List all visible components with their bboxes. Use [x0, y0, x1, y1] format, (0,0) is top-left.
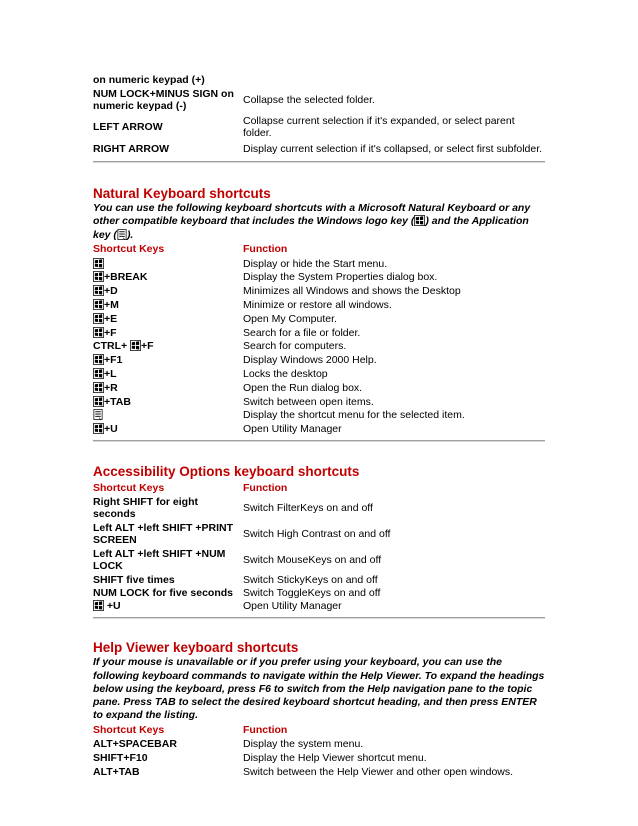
windows-logo-icon [93, 382, 104, 393]
windows-logo-icon [93, 327, 104, 338]
table-row [93, 422, 545, 436]
section-heading: Natural Keyboard shortcuts [93, 186, 271, 201]
table-row [93, 284, 545, 298]
shortcut-function: Display current selection if it's collapsed, or select first subfolder. [243, 142, 543, 155]
shortcut-function: Open Utility Manager [243, 600, 342, 612]
table-row [93, 367, 545, 381]
column-header-function: Function [243, 723, 288, 736]
shortcut-key [93, 258, 243, 271]
shortcut-key-suffix: +L [104, 367, 117, 380]
shortcut-key-suffix: +TAB [104, 395, 131, 408]
shortcut-key [93, 327, 243, 340]
column-header-function: Function [243, 481, 288, 494]
shortcut-key-prefix: CTRL+ [93, 340, 131, 353]
windows-logo-icon [93, 271, 104, 282]
shortcut-function: Locks the desktop [243, 367, 328, 380]
shortcut-key-suffix: +E [104, 312, 118, 325]
shortcut-key-suffix: +D [104, 285, 118, 298]
table-row [93, 738, 545, 752]
shortcut-key-suffix: +M [104, 298, 119, 311]
application-key-icon [117, 229, 127, 240]
table-row [93, 326, 545, 340]
shortcut-key [93, 423, 243, 436]
table-header [93, 723, 545, 738]
shortcut-key-suffix: +R [104, 381, 118, 394]
table-row [93, 298, 545, 312]
document-page [93, 74, 545, 780]
intro-text: ). [126, 228, 134, 241]
natural-keyboard-section [93, 186, 545, 442]
shortcut-function: Search for a file or folder. [243, 326, 361, 339]
shortcut-key: LEFT ARROW [93, 120, 163, 133]
shortcut-function: Switch High Contrast on and off [243, 528, 391, 540]
windows-logo-icon [93, 396, 104, 407]
section-divider [93, 440, 545, 442]
shortcut-function: Display or hide the Start menu. [243, 257, 388, 270]
shortcut-key [93, 285, 243, 298]
shortcut-key [93, 313, 243, 326]
table-row [93, 599, 545, 613]
table-header [93, 480, 545, 495]
shortcut-function: Switch between open items. [243, 395, 374, 408]
section-intro: If your mouse is unavailable or if you prefer using your keyboard, you can use the following keyboard commands to navigate within the Help Viewer. To expand the headings below using the keyboard, press F6 to switch from the Help navigation pane to the topic pane. Press TAB to select the desired keyboard shortcut heading, and then press ENTER to expand the listing. [93, 656, 545, 722]
shortcut-key [93, 368, 243, 381]
table-row [93, 766, 545, 780]
windows-logo-icon [93, 313, 104, 324]
table-header [93, 242, 545, 257]
natural-shortcut-list [93, 257, 545, 436]
windows-logo-icon [93, 600, 104, 611]
shortcut-function: Open My Computer. [243, 312, 337, 325]
table-row [93, 395, 545, 409]
section-heading: Accessibility Options keyboard shortcuts [93, 464, 360, 480]
intro-text: You can use the following keyboard shortcuts with a Microsoft Natural Keyboard or any other compatible keyboard that includes the Windows logo key ( [93, 202, 531, 228]
shortcut-function: Display the Help Viewer shortcut menu. [243, 752, 427, 765]
shortcut-key: Left ALT +left SHIFT +PRINT SCREEN [93, 521, 234, 547]
windows-logo-icon [93, 285, 104, 296]
shortcut-key-suffix: +U [104, 600, 121, 612]
shortcut-key-suffix: +F [141, 340, 154, 353]
shortcut-key [93, 354, 243, 367]
shortcut-key [93, 299, 243, 312]
accessibility-section [93, 464, 545, 619]
shortcut-key: ALT+SPACEBAR [93, 738, 177, 751]
shortcut-function: Display the shortcut menu for the selected item. [243, 409, 465, 422]
section-intro [93, 202, 545, 242]
windows-logo-icon [93, 299, 104, 310]
shortcut-key: SHIFT five times [93, 573, 175, 586]
shortcut-key [93, 340, 243, 353]
shortcut-key [93, 409, 243, 422]
shortcut-function: Display Windows 2000 Help. [243, 354, 377, 367]
shortcut-key: on numeric keypad (+) [93, 74, 205, 87]
shortcut-function: Minimize or restore all windows. [243, 298, 392, 311]
table-row [93, 113, 545, 141]
shortcut-key-suffix: +U [104, 423, 118, 436]
windows-logo-icon [93, 258, 104, 269]
shortcut-function: Switch between the Help Viewer and other open windows. [243, 766, 514, 779]
shortcut-key [93, 271, 243, 284]
table-row [93, 257, 545, 271]
shortcut-function: Display the system menu. [243, 738, 364, 751]
shortcut-key: NUM LOCK+MINUS SIGN on numeric keypad (-) [93, 87, 234, 112]
shortcut-function: Switch FilterKeys on and off [243, 502, 373, 514]
windows-logo-icon [93, 354, 104, 365]
shortcut-key-suffix: +F1 [104, 354, 123, 367]
shortcut-function: Collapse the selected folder. [243, 93, 375, 106]
shortcut-function: Search for computers. [243, 340, 347, 353]
table-row [93, 547, 545, 573]
table-row [93, 409, 545, 423]
windows-logo-icon [93, 368, 104, 379]
table-row [93, 312, 545, 326]
shortcut-function: Switch ToggleKeys on and off [243, 586, 381, 599]
column-header-keys: Shortcut Keys [93, 243, 165, 256]
section-divider [93, 161, 545, 163]
application-key-icon [93, 409, 103, 420]
table-row [93, 752, 545, 766]
table-row [93, 141, 545, 157]
windows-logo-icon [414, 215, 425, 226]
help-viewer-section [93, 640, 545, 779]
shortcut-key: RIGHT ARROW [93, 142, 170, 155]
section-heading: Help Viewer keyboard shortcuts [93, 640, 299, 656]
shortcut-function: Open Utility Manager [243, 423, 342, 436]
shortcut-key [93, 382, 243, 395]
table-row [93, 353, 545, 367]
intro-text: ) and the Application key ( [93, 215, 529, 241]
table-row [93, 381, 545, 395]
shortcut-function: Collapse current selection if it's expanded, or select parent folder. [243, 114, 515, 139]
shortcut-key-suffix: +F [104, 326, 117, 339]
table-row [93, 495, 545, 521]
shortcut-function: Switch StickyKeys on and off [243, 573, 378, 586]
table-row [93, 340, 545, 354]
column-header-keys: Shortcut Keys [93, 481, 165, 494]
shortcut-key-suffix: +BREAK [104, 271, 148, 284]
top-shortcut-table [93, 74, 545, 163]
table-row [93, 521, 545, 547]
table-row [93, 586, 545, 599]
shortcut-function: Open the Run dialog box. [243, 381, 363, 394]
table-row [93, 573, 545, 586]
shortcut-function: Minimizes all Windows and shows the Desktop [243, 285, 461, 298]
table-row [93, 87, 545, 113]
shortcut-key [93, 396, 243, 409]
column-header-function: Function [243, 243, 288, 256]
table-row [93, 74, 545, 87]
shortcut-key: Right SHIFT for eight seconds [93, 495, 198, 521]
column-header-keys: Shortcut Keys [93, 723, 165, 736]
table-row [93, 271, 545, 285]
windows-logo-icon [130, 340, 141, 351]
shortcut-key: Left ALT +left SHIFT +NUM LOCK [93, 547, 226, 573]
shortcut-key: SHIFT+F10 [93, 752, 148, 765]
shortcut-key: ALT+TAB [93, 766, 140, 779]
shortcut-function: Display the System Properties dialog box. [243, 271, 438, 284]
section-divider [93, 617, 545, 619]
shortcut-key [93, 600, 243, 613]
windows-logo-icon [93, 423, 104, 434]
shortcut-key: NUM LOCK for five seconds [93, 586, 234, 599]
shortcut-function: Switch MouseKeys on and off [243, 554, 382, 566]
